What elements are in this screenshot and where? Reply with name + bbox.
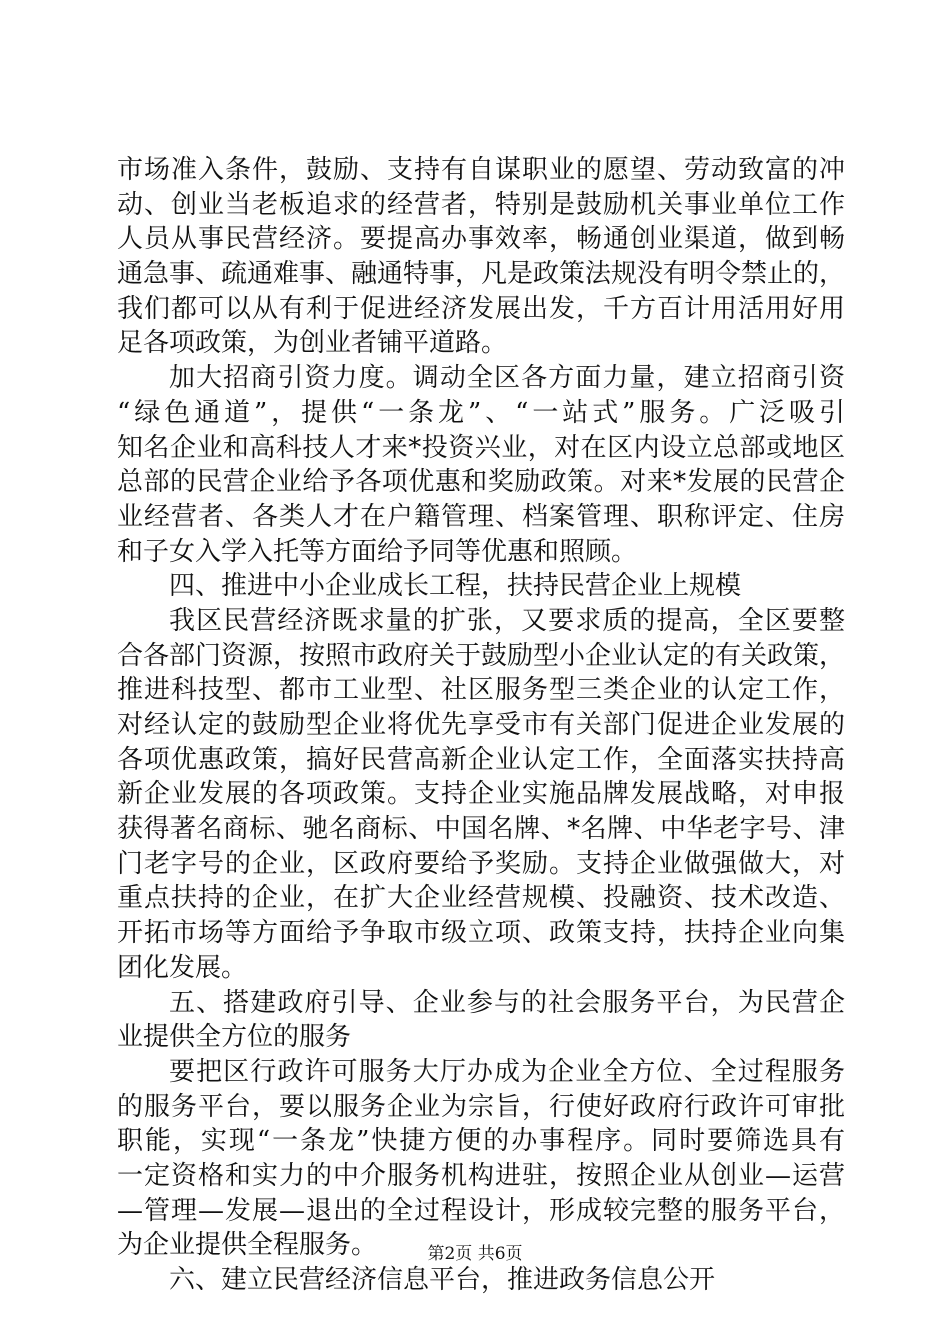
text-line: 团化发展。 [117,952,248,983]
body-text [117,153,845,1298]
text-line: 知名企业和高科技人才来*投资兴业，对在区内设立总部或地区 [117,432,845,463]
text-line: 重点扶持的企业，在扩大企业经营规模、投融资、技术改造、 [117,883,845,914]
text-line: 业提供全方位的服务 [117,1022,352,1053]
text-line: 对经认定的鼓励型企业将优先享受市有关部门促进企业发展的 [117,710,845,740]
text-line: 职能，实现“一条龙”快捷方便的办事程序。同时要筛选具有 [117,1126,845,1157]
text-line: 为企业提供全程服务。 [117,1230,378,1261]
text-line: 足各项政策，为创业者铺平道路。 [117,328,508,359]
text-line: 人员从事民营经济。要提高办事效率，畅通创业渠道，做到畅 [117,224,845,255]
text-line: 合各部门资源，按照市政府关于鼓励型小企业认定的有关政策， [117,640,845,671]
text-line: 的服务平台，要以服务企业为宗旨，行使好政府行政许可审批 [117,1091,845,1122]
text-line: 动、创业当老板追求的经营者，特别是鼓励机关事业单位工作 [117,189,845,220]
text-line: 新企业发展的各项政策。支持企业实施品牌发展战略，对申报 [117,779,845,810]
text-line: 和子女入学入托等方面给予同等优惠和照顾。 [117,536,638,567]
text-line: 五、搭建政府引导、企业参与的社会服务平台，为民营企 [169,987,845,1018]
text-line: 六、建立民营经济信息平台，推进政务信息公开 [169,1265,716,1295]
text-line: 各项优惠政策，搞好民营高新企业认定工作，全面落实扶持高 [117,744,845,775]
text-line: 通急事、疏通难事、融通特事，凡是政策法规没有明令禁止的， [117,259,845,290]
text-line: 推进科技型、都市工业型、社区服务型三类企业的认定工作， [117,675,845,706]
text-line: —管理—发展—退出的全过程设计，形成较完整的服务平台， [117,1195,845,1226]
text-line: 门老字号的企业，区政府要给予奖励。支持企业做强做大，对 [117,848,845,879]
text-line: 四、推进中小企业成长工程，扶持民营企业上规模 [169,571,742,602]
text-line: 获得著名商标、驰名商标、中国名牌、*名牌、中华老字号、津 [117,814,845,845]
page-footer: 第2页 共6页 [427,1244,523,1264]
text-line: 总部的民营企业给予各项优惠和奖励政策。对来*发展的民营企 [117,467,845,498]
text-line: 加大招商引资力度。调动全区各方面力量，建立招商引资 [169,363,845,394]
text-line: 开拓市场等方面给予争取市级立项、政策支持，扶持企业向集 [117,918,845,949]
text-line: 我区民营经济既求量的扩张，又要求质的提高，全区要整 [169,605,845,636]
text-line: 业经营者、各类人才在户籍管理、档案管理、职称评定、住房 [117,501,845,532]
text-line: 市场准入条件，鼓励、支持有自谋职业的愿望、劳动致富的冲 [117,155,845,185]
text-line: 我们都可以从有利于促进经济发展出发，千方百计用活用好用 [117,293,845,324]
text-line: “绿色通道”，提供“一条龙”、“一站式”服务。广泛吸引 [117,397,845,428]
text-line: 要把区行政许可服务大厅办成为企业全方位、全过程服务 [169,1056,845,1087]
text-line: 一定资格和实力的中介服务机构进驻，按照企业从创业—运营 [117,1160,845,1191]
